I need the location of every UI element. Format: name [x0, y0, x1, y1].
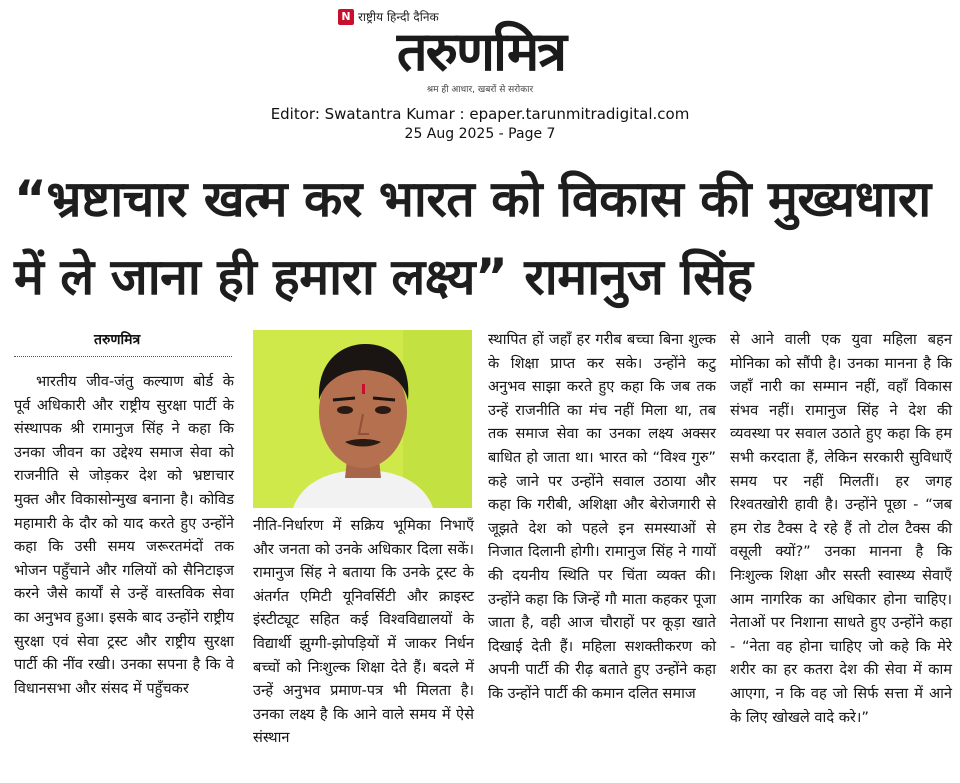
editor-line: Editor: Swatantra Kumar : epaper.tarunmitradigital.com	[270, 105, 690, 123]
left-eye	[337, 406, 353, 414]
byline-text: तरुणमित्र	[94, 332, 141, 348]
article-column-1: भारतीय जीव-जंतु कल्याण बोर्ड के पूर्व अधिकारी और राष्ट्रीय सुरक्षा पार्टी के संस्थापक श्री रामानुज सिंह ने कहा कि उनका जीवन का उद्देश्य समाज सेवा को राजनीति से जोड़कर देश को भ्रष्टाचार मुक्त और विकासोन्मुख बनाना है। कोविड महामारी के दौर को याद करते हुए उन्होंने कहा कि उसी समय जरूरतमंदों तक भोजन पहुँचाने और गलियों को सैनिटाइज करने जैसे कार्यों से उन्हें वास्तविक सेवा का अनुभव हुआ। इसके बाद उन्होंने राष्ट्रीय सुरक्षा एवं सेवा ट्रस्ट और राष्ट्रीय सुरक्षा पार्टी की नींव रखी। उनका सपना है कि वे विधानसभा और संसद में पहुँचकर	[14, 373, 234, 697]
newspaper-logo-icon: N	[338, 9, 354, 25]
article-column-2: नीति-निर्धारण में सक्रिय भूमिका निभाएँ और जनता को उनके अधिकार दिला सकें। रामानुज सिंह ने बताया कि उनके ट्रस्ट के अंतर्गत एमिटी यूनिवर्सिटी और क्राइस्ट इंस्टीट्यूट सहित कई विश्वविद्यालयों के विद्यार्थी झुग्गी-झोपड़ियों में जाकर निर्धन बच्चों को निःशुल्क शिक्षा देते हैं। बदले में उन्हें अनुभव प्रमाण-पत्र भी मिलता है। उनका लक्ष्य है कि आने वाले समय में ऐसे संस्थान	[253, 517, 474, 747]
photo-background-shade	[403, 330, 472, 508]
masthead	[332, 6, 628, 100]
masthead-slogan: श्रम ही आधार, खबरों से सरोकार	[426, 85, 534, 95]
masthead-tagline: राष्ट्रीय हिन्दी दैनिक	[358, 10, 439, 24]
article-headline: “भ्रष्टाचार खत्म कर भारत को विकास की मुख्यधारा में ले जाना ही हमारा लक्ष्य” रामानुज सिंह	[14, 170, 931, 306]
article-column-4: से आने वाली एक युवा महिला बहन मोनिका को सौंपी है। उनका मानना है कि जहाँ नारी का सम्मान नहीं, वहाँ विकास संभव नहीं। रामानुज सिंह ने देश की व्यवस्था पर सवाल उठाते हुए कहा कि हम सभी करदाता हैं, लेकिन सरकारी सुविधाएँ समय पर नहीं मिलतीं। हर जगह रिश्वतखोरी हावी है। उन्होंने पूछा - “जब हम रोड टैक्स दे रहे हैं तो टोल टैक्स की वसूली क्यों?” उनका मानना है कि निःशुल्क शिक्षा और सस्ती स्वास्थ्य सेवाएँ आम नागरिक का अधिकार होना चाहिए। नेताओं पर निशाना साधते हुए उन्होंने कहा - “नेता वह होना चाहिए जो कहे कि मेरे शरीर का हर कतरा देश की सेवा में काम आएगा, न कि वह जो सिर्फ सत्ता में आने के लिए खोखले वादे करे।”	[730, 331, 952, 726]
right-eyebrow	[373, 398, 395, 400]
portrait-photo	[253, 330, 472, 508]
newspaper-name: तरुणमित्र	[396, 19, 566, 83]
article-column-3: स्थापित हों जहाँ हर गरीब बच्चा बिना शुल्क के शिक्षा प्राप्त कर सके। उन्होंने कटु अनुभव साझा करते हुए कहा कि जब तक उन्हें राजनीति का मंच नहीं मिला था, तब तक समाज सेवा का उनका लक्ष्य अक्सर बाधित हो जाता था। भारत को “विश्व गुरु” कहे जाने पर उन्होंने सवाल उठाया और कहा कि गरीबी, अशिक्षा और बेरोजगारी से जूझते देश को पहले इन समस्याओं से निजात दिलानी होगी। रामानुज सिंह ने गायों की दयनीय स्थिति पर चिंता व्यक्त की। उन्होंने कहा कि जिन्हें गौ माता कहकर पूजा जाता है, वही आज चौराहों पर कूड़ा खाते दिखाई देती हैं। महिला सशक्तीकरण को अपनी पार्टी की रीढ़ बताते हुए उन्होंने कहा कि उन्होंने पार्टी की कमान दलित समाज	[488, 331, 716, 702]
right-eye	[375, 406, 391, 414]
portrait-illustration	[253, 330, 472, 508]
byline	[14, 330, 232, 358]
tilak-mark	[362, 384, 365, 394]
byline-divider	[14, 356, 232, 357]
left-eyebrow	[333, 398, 355, 400]
date-line: 25 Aug 2025 - Page 7	[404, 126, 556, 142]
